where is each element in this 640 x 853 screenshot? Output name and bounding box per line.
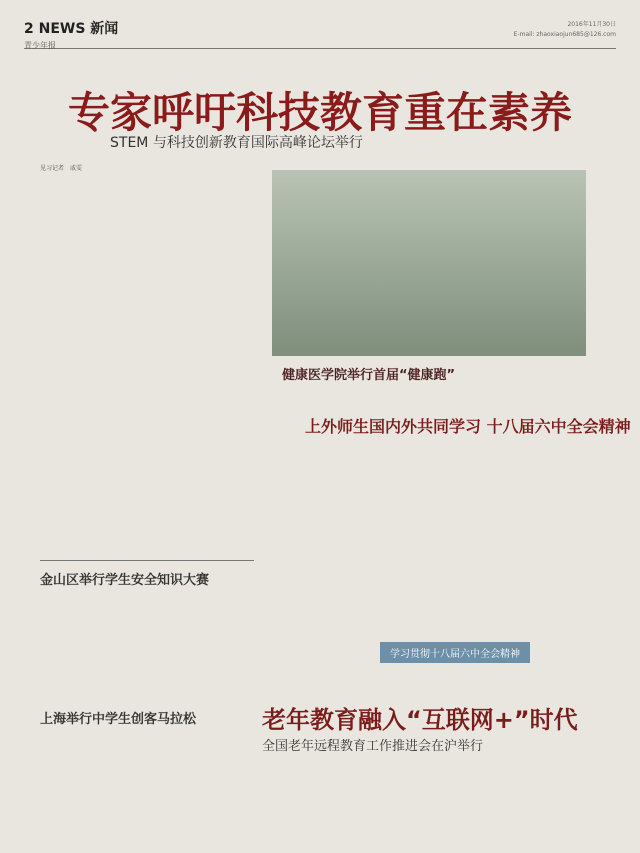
banner: 学习贯彻十八届六中全会精神 xyxy=(380,642,530,663)
page-title: 专家呼吁科技教育重在素养 xyxy=(67,88,572,137)
meta xyxy=(514,20,616,39)
bottom-title: 老年教育融入“互联网+”时代 xyxy=(262,706,578,734)
byline: 见习记者 戚雯 xyxy=(40,165,83,172)
photo-caption: 健康医学院举行首届“健康跑” xyxy=(282,368,456,383)
mid-title: 上外师生国内外共同学习 十八届六中全会精神 xyxy=(305,417,631,436)
bottom-subtitle: 全国老年远程教育工作推进会在沪举行 xyxy=(262,739,484,754)
page-subtitle: STEM 与科技创新教育国际高峰论坛举行 xyxy=(110,135,363,151)
left-box-sub: 上海举行中学生创客马拉松 xyxy=(40,712,197,727)
left-box xyxy=(40,560,254,817)
masthead: 青少年报 xyxy=(24,41,56,50)
meta-email: E-mail: zhaoxiaojun685@126.com xyxy=(513,30,616,38)
left-box-title: 金山区举行学生安全知识大赛 xyxy=(40,573,210,588)
meta-date: 2016年11月30日 xyxy=(567,21,616,28)
section-label: 2 NEWS 新闻 xyxy=(24,21,119,37)
runner-photo-icon xyxy=(272,170,586,356)
header xyxy=(24,18,616,49)
